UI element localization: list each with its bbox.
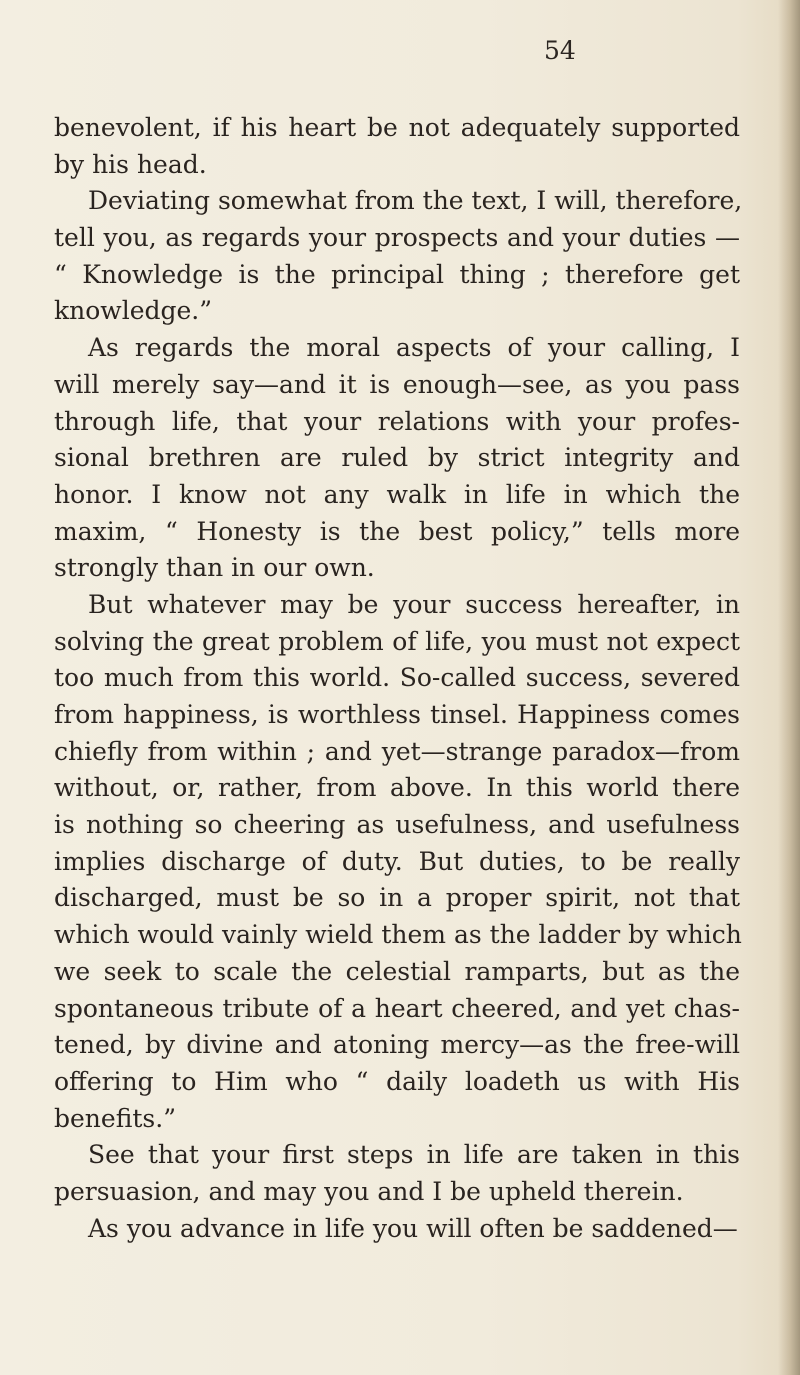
text-line: through life, that your relations with your profes- bbox=[54, 406, 740, 436]
text-line: will merely say—and it is enough—see, as you pass bbox=[54, 369, 740, 399]
text-line: See that your first steps in life are taken in this bbox=[88, 1140, 740, 1170]
text-line: “ Knowledge is the principal thing ; therefore get bbox=[54, 259, 740, 289]
text-line: strongly than in our own. bbox=[54, 553, 375, 583]
text-line: which would vainly wield them as the ladder by which bbox=[54, 920, 742, 950]
text-line: implies discharge of duty. But duties, to be really bbox=[54, 846, 740, 876]
text-line: we seek to scale the celestial ramparts, but as the bbox=[54, 956, 740, 986]
text-line: is nothing so cheering as usefulness, and usefulness bbox=[54, 810, 740, 840]
text-line: tell you, as regards your prospects and your duties — bbox=[54, 223, 740, 253]
text-line: As regards the moral aspects of your calling, I bbox=[88, 333, 740, 363]
text-line: As you advance in life you will often be saddened— bbox=[88, 1213, 738, 1243]
text-line: chiefly from within ; and yet—strange paradox—from bbox=[54, 736, 740, 766]
page-edge-shadow bbox=[778, 0, 800, 1375]
page-number: 54 bbox=[544, 36, 576, 65]
text-line: spontaneous tribute of a heart cheered, and yet chas- bbox=[54, 993, 740, 1023]
text-line: sional brethren are ruled by strict integrity and bbox=[54, 443, 740, 473]
body-text bbox=[54, 110, 743, 1247]
text-line: discharged, must be so in a proper spirit, not that bbox=[54, 883, 740, 913]
text-line: maxim, “ Honesty is the best policy,” tells more bbox=[54, 516, 740, 546]
text-line: benevolent, if his heart be not adequately supported bbox=[54, 113, 740, 142]
text-line: benefits.” bbox=[54, 1103, 176, 1133]
text-line: too much from this world. So-called success, severed bbox=[54, 663, 740, 693]
text-line: from happiness, is worthless tinsel. Happiness comes bbox=[54, 700, 740, 729]
text-line: solving the great problem of life, you must not expect bbox=[54, 626, 740, 656]
text-line: honor. I know not any walk in life in which the bbox=[54, 479, 740, 509]
text-line: Deviating somewhat from the text, I will, therefore, bbox=[88, 186, 743, 216]
text-line: But whatever may be your success hereafter, in bbox=[88, 589, 740, 619]
text-line: offering to Him who “ daily loadeth us with His bbox=[54, 1066, 740, 1096]
text-line: persuasion, and may you and I be upheld therein. bbox=[54, 1176, 684, 1206]
text-line: without, or, rather, from above. In this world there bbox=[54, 773, 740, 803]
text-line: tened, by divine and atoning mercy—as the free-will bbox=[54, 1030, 740, 1060]
text-line: knowledge.” bbox=[54, 296, 213, 326]
text-line: by his head. bbox=[54, 149, 207, 179]
